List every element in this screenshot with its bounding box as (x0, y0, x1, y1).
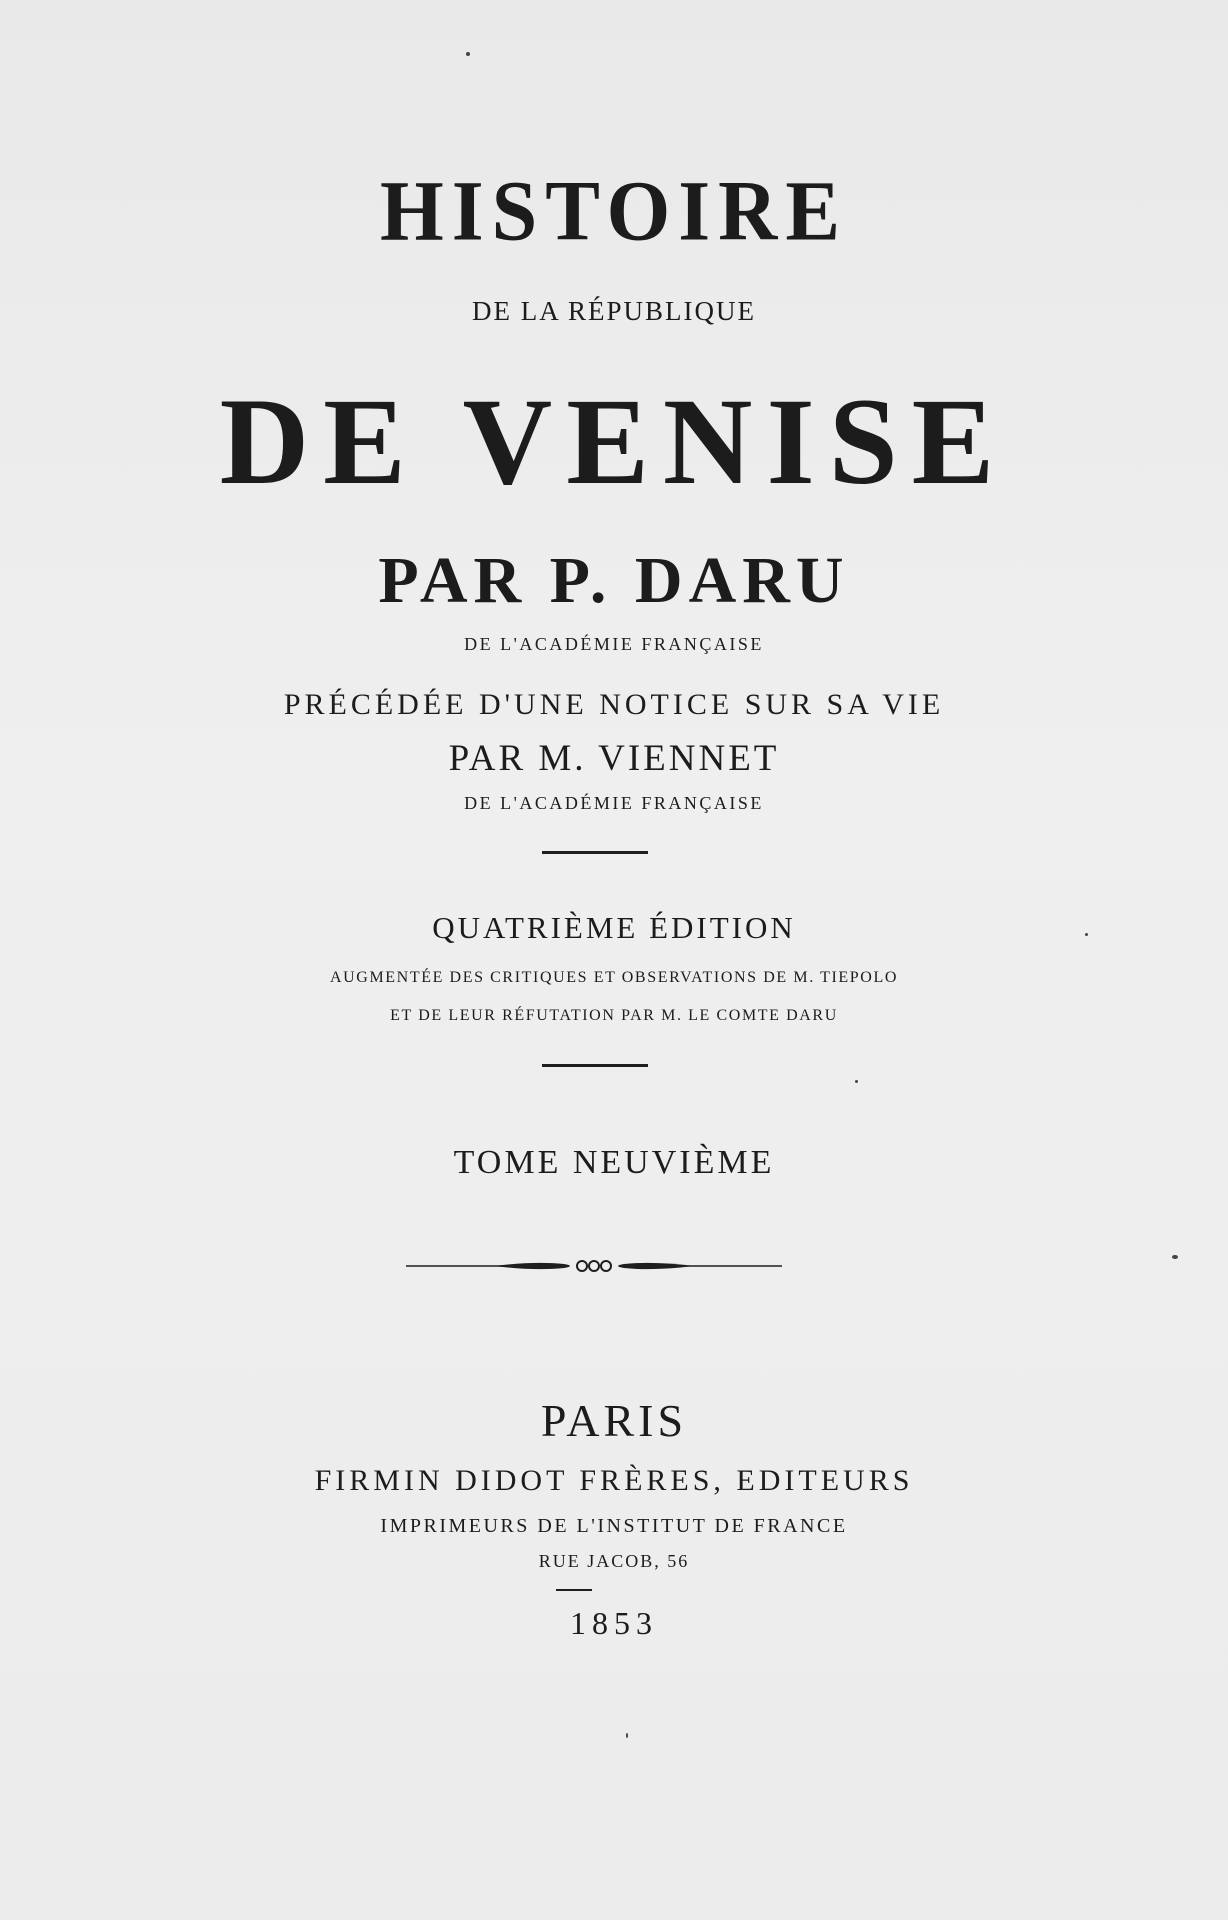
imprint-city: PARIS (540, 1395, 688, 1446)
imprint-year: 1853 (570, 1605, 658, 1641)
title-histoire: HISTOIRE (379, 162, 849, 259)
notice-author: PAR M. VIENNET (448, 738, 780, 779)
notice-author-affiliation: DE L'ACADÉMIE FRANÇAISE (464, 793, 764, 813)
edition-line: QUATRIÈME ÉDITION (432, 910, 796, 945)
imprint-address: RUE JACOB, 56 (538, 1551, 690, 1571)
volume-line: TOME NEUVIÈME (453, 1144, 775, 1181)
divider-rule (556, 1589, 592, 1591)
paper-speck (855, 1080, 858, 1083)
paper-speck (1172, 1255, 1178, 1259)
divider-rule (542, 851, 648, 854)
notice-line: PRÉCÉDÉE D'UNE NOTICE SUR SA VIE (283, 688, 945, 721)
author-affiliation: DE L'ACADÉMIE FRANÇAISE (464, 634, 764, 654)
imprint-publisher: FIRMIN DIDOT FRÈRES, EDITEURS (314, 1464, 914, 1497)
author-line: PAR P. DARU (378, 544, 850, 617)
paper-speck (1085, 933, 1088, 936)
edition-note-1: AUGMENTÉE DES CRITIQUES ET OBSERVATIONS DE M. TIEPOLO (330, 969, 898, 986)
title-subtitle: DE LA RÉPUBLIQUE (472, 296, 756, 326)
paper-speck (466, 52, 470, 56)
paper-speck (626, 1733, 628, 1738)
main-title: DE VENISE (219, 373, 1009, 510)
divider-rule (542, 1064, 648, 1067)
imprint-printer: IMPRIMEURS DE L'INSTITUT DE FRANCE (380, 1515, 848, 1537)
edition-note-2: ET DE LEUR RÉFUTATION PAR M. LE COMTE DARU (390, 1007, 838, 1024)
ornament-flourish (404, 1252, 784, 1280)
